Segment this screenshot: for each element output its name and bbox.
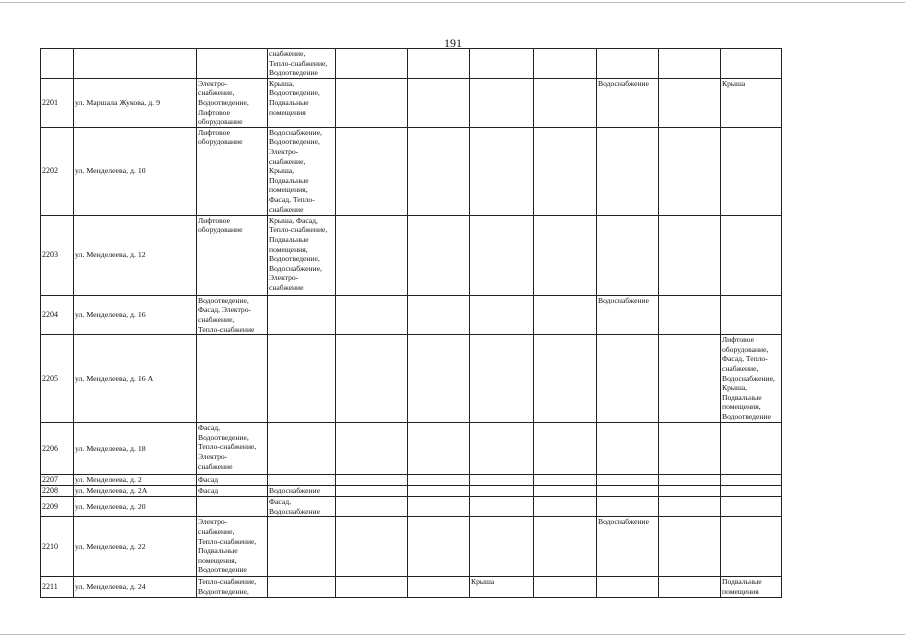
table-cell-c7 [470, 517, 534, 577]
table-cell-c11 [721, 423, 782, 475]
table-cell-c7 [470, 423, 534, 475]
table-cell-c3 [197, 497, 268, 517]
table-cell-c11 [721, 497, 782, 517]
table-cell-c8 [534, 127, 597, 215]
table-cell-c3: Тепло-снабжение, Водоотведение, [197, 577, 268, 597]
table-cell-c4: снабжение, Тепло-снабжение, Водоотведение [268, 49, 336, 79]
table-cell-c9 [597, 486, 659, 497]
table-cell-c7 [470, 335, 534, 423]
table-cell-num: 2205 [41, 335, 74, 423]
table-cell-c9: Водоснабжение [597, 517, 659, 577]
table-cell-c11 [721, 475, 782, 486]
table-cell-c3: Водоотведение, Фасад, Электро- снабжение, Тепло-снабжение [197, 295, 268, 334]
table-cell-c11: Лифтовое оборудование, Фасад, Тепло- снабжение, Водоснабжение, Крыша, Подвальные помещения, Водоотведение [721, 335, 782, 423]
table-cell-c6 [408, 295, 470, 334]
table-cell-c6 [408, 78, 470, 127]
table-cell-addr: ул. Менделеева, д. 2А [74, 486, 197, 497]
table-cell-c3: Фасад [197, 486, 268, 497]
table-cell-addr: ул. Менделеева, д. 12 [74, 215, 197, 295]
table-cell-c3: Электро- снабжение, Водоотведение, Лифтовое оборудование [197, 78, 268, 127]
table-cell-c5 [336, 295, 408, 334]
table-cell-c7 [470, 295, 534, 334]
table-cell-c9 [597, 127, 659, 215]
table-cell-num: 2208 [41, 486, 74, 497]
table-cell-c8 [534, 577, 597, 597]
table-cell-addr: ул. Менделеева, д. 16 А [74, 335, 197, 423]
table-cell-c6 [408, 335, 470, 423]
table-cell-c5 [336, 215, 408, 295]
page-number: 191 [444, 36, 462, 50]
table-cell-c10 [659, 475, 721, 486]
table-cell-c3: Электро- снабжение, Тепло-снабжение, Подвальные помещения, Водоотведение [197, 517, 268, 577]
table-cell-c4: Крыша, Фасад, Тепло-снабжение, Подвальные помещения, Водоотведение, Водоснабжение, Электро- снабжение [268, 215, 336, 295]
table-cell-c5 [336, 78, 408, 127]
table-cell-c6 [408, 517, 470, 577]
table-cell-c7 [470, 78, 534, 127]
table-cell-c7: Крыша [470, 577, 534, 597]
table-cell-c8 [534, 423, 597, 475]
table-cell-c8 [534, 295, 597, 334]
table-cell-c4 [268, 517, 336, 577]
table-cell-c10 [659, 497, 721, 517]
table-cell-c3: Фасад [197, 475, 268, 486]
table-cell-c11 [721, 49, 782, 79]
table-cell-c4 [268, 577, 336, 597]
table-cell-c4 [268, 335, 336, 423]
table-cell-c4: Фасад, Водоснабжение [268, 497, 336, 517]
table-row [41, 517, 782, 577]
table-cell-addr: ул. Менделеева, д. 16 [74, 295, 197, 334]
table-cell-num: 2201 [41, 78, 74, 127]
table-cell-c10 [659, 295, 721, 334]
table-cell-c9 [597, 475, 659, 486]
table-cell-num: 2202 [41, 127, 74, 215]
table-cell-c10 [659, 577, 721, 597]
table-cell-c7 [470, 215, 534, 295]
table-cell-addr [74, 49, 197, 79]
table-cell-c5 [336, 335, 408, 423]
table-cell-c6 [408, 497, 470, 517]
table-cell-num: 2206 [41, 423, 74, 475]
table-cell-c6 [408, 215, 470, 295]
table-row [41, 423, 782, 475]
table-cell-c5 [336, 486, 408, 497]
table-row [41, 486, 782, 497]
table-row [41, 127, 782, 215]
table-row [41, 49, 782, 79]
table-cell-c10 [659, 127, 721, 215]
table-cell-c3 [197, 49, 268, 79]
table-cell-num: 2203 [41, 215, 74, 295]
table-cell-c6 [408, 577, 470, 597]
table-cell-num: 2207 [41, 475, 74, 486]
table-cell-c4 [268, 475, 336, 486]
table-cell-c6 [408, 486, 470, 497]
table-cell-num: 2210 [41, 517, 74, 577]
table-cell-c5 [336, 497, 408, 517]
table-cell-c8 [534, 517, 597, 577]
table-cell-num: 2209 [41, 497, 74, 517]
table-cell-c9 [597, 497, 659, 517]
table-cell-c4: Крыша, Водоотведение, Подвальные помещения [268, 78, 336, 127]
buildings-table [40, 48, 782, 598]
table-cell-c7 [470, 497, 534, 517]
table-cell-c11 [721, 127, 782, 215]
table-cell-c8 [534, 215, 597, 295]
table-row [41, 497, 782, 517]
table-cell-c7 [470, 127, 534, 215]
table-row [41, 475, 782, 486]
table-cell-c8 [534, 486, 597, 497]
table-cell-c11: Подвальные помещения [721, 577, 782, 597]
scan-edge-top [0, 2, 905, 3]
table-cell-addr: ул. Менделеева, д. 18 [74, 423, 197, 475]
table-cell-addr: ул. Менделеева, д. 2 [74, 475, 197, 486]
table-row [41, 335, 782, 423]
table-cell-c3 [197, 335, 268, 423]
table-cell-c4: Водоснабжение [268, 486, 336, 497]
table-cell-c7 [470, 475, 534, 486]
table-cell-addr: ул. Менделеева, д. 20 [74, 497, 197, 517]
table-cell-c5 [336, 577, 408, 597]
table-cell-addr: ул. Маршала Жукова, д. 9 [74, 78, 197, 127]
table-cell-c4: Водоснабжение, Водоотведение, Электро- снабжение, Крыша, Подвальные помещения, Фасад, Тепло- снабжение [268, 127, 336, 215]
table-cell-c4 [268, 295, 336, 334]
table-cell-c9 [597, 215, 659, 295]
table-cell-c5 [336, 49, 408, 79]
table-cell-c6 [408, 49, 470, 79]
table-cell-num [41, 49, 74, 79]
table-cell-c11 [721, 517, 782, 577]
table-row [41, 78, 782, 127]
table-cell-c9 [597, 423, 659, 475]
table-cell-c9 [597, 335, 659, 423]
table-cell-addr: ул. Менделеева, д. 22 [74, 517, 197, 577]
table-cell-c4 [268, 423, 336, 475]
table-row [41, 577, 782, 597]
table-cell-c6 [408, 127, 470, 215]
scan-edge-bottom [0, 634, 905, 635]
table-cell-addr: ул. Менделеева, д. 10 [74, 127, 197, 215]
table-cell-c7 [470, 49, 534, 79]
table-cell-c7 [470, 486, 534, 497]
table-cell-c10 [659, 486, 721, 497]
table-cell-c10 [659, 517, 721, 577]
table-cell-num: 2204 [41, 295, 74, 334]
table-cell-c10 [659, 335, 721, 423]
table-cell-c8 [534, 475, 597, 486]
table-cell-c8 [534, 335, 597, 423]
table-cell-c10 [659, 423, 721, 475]
table-cell-c11 [721, 215, 782, 295]
table-cell-c9 [597, 577, 659, 597]
table-cell-c8 [534, 49, 597, 79]
table-cell-num: 2211 [41, 577, 74, 597]
table-cell-c6 [408, 423, 470, 475]
table-cell-c10 [659, 78, 721, 127]
table-cell-c5 [336, 127, 408, 215]
table-cell-c11 [721, 295, 782, 334]
table-cell-c5 [336, 475, 408, 486]
table-cell-c10 [659, 49, 721, 79]
table-cell-c3: Фасад, Водоотведение, Тепло-снабжение, Электро- снабжение [197, 423, 268, 475]
table-cell-c9: Водоснабжение [597, 78, 659, 127]
table-cell-c11 [721, 486, 782, 497]
table-row [41, 215, 782, 295]
table-cell-c6 [408, 475, 470, 486]
table-cell-c11: Крыша [721, 78, 782, 127]
table-row [41, 295, 782, 334]
table-cell-c3: Лифтовое оборудование [197, 215, 268, 295]
table-cell-c5 [336, 517, 408, 577]
table-cell-c9 [597, 49, 659, 79]
table-cell-c10 [659, 215, 721, 295]
table-cell-c8 [534, 78, 597, 127]
table-cell-c9: Водоснабжение [597, 295, 659, 334]
table-cell-c8 [534, 497, 597, 517]
table-cell-c5 [336, 423, 408, 475]
table-cell-c3: Лифтовое оборудование [197, 127, 268, 215]
table-cell-addr: ул. Менделеева, д. 24 [74, 577, 197, 597]
